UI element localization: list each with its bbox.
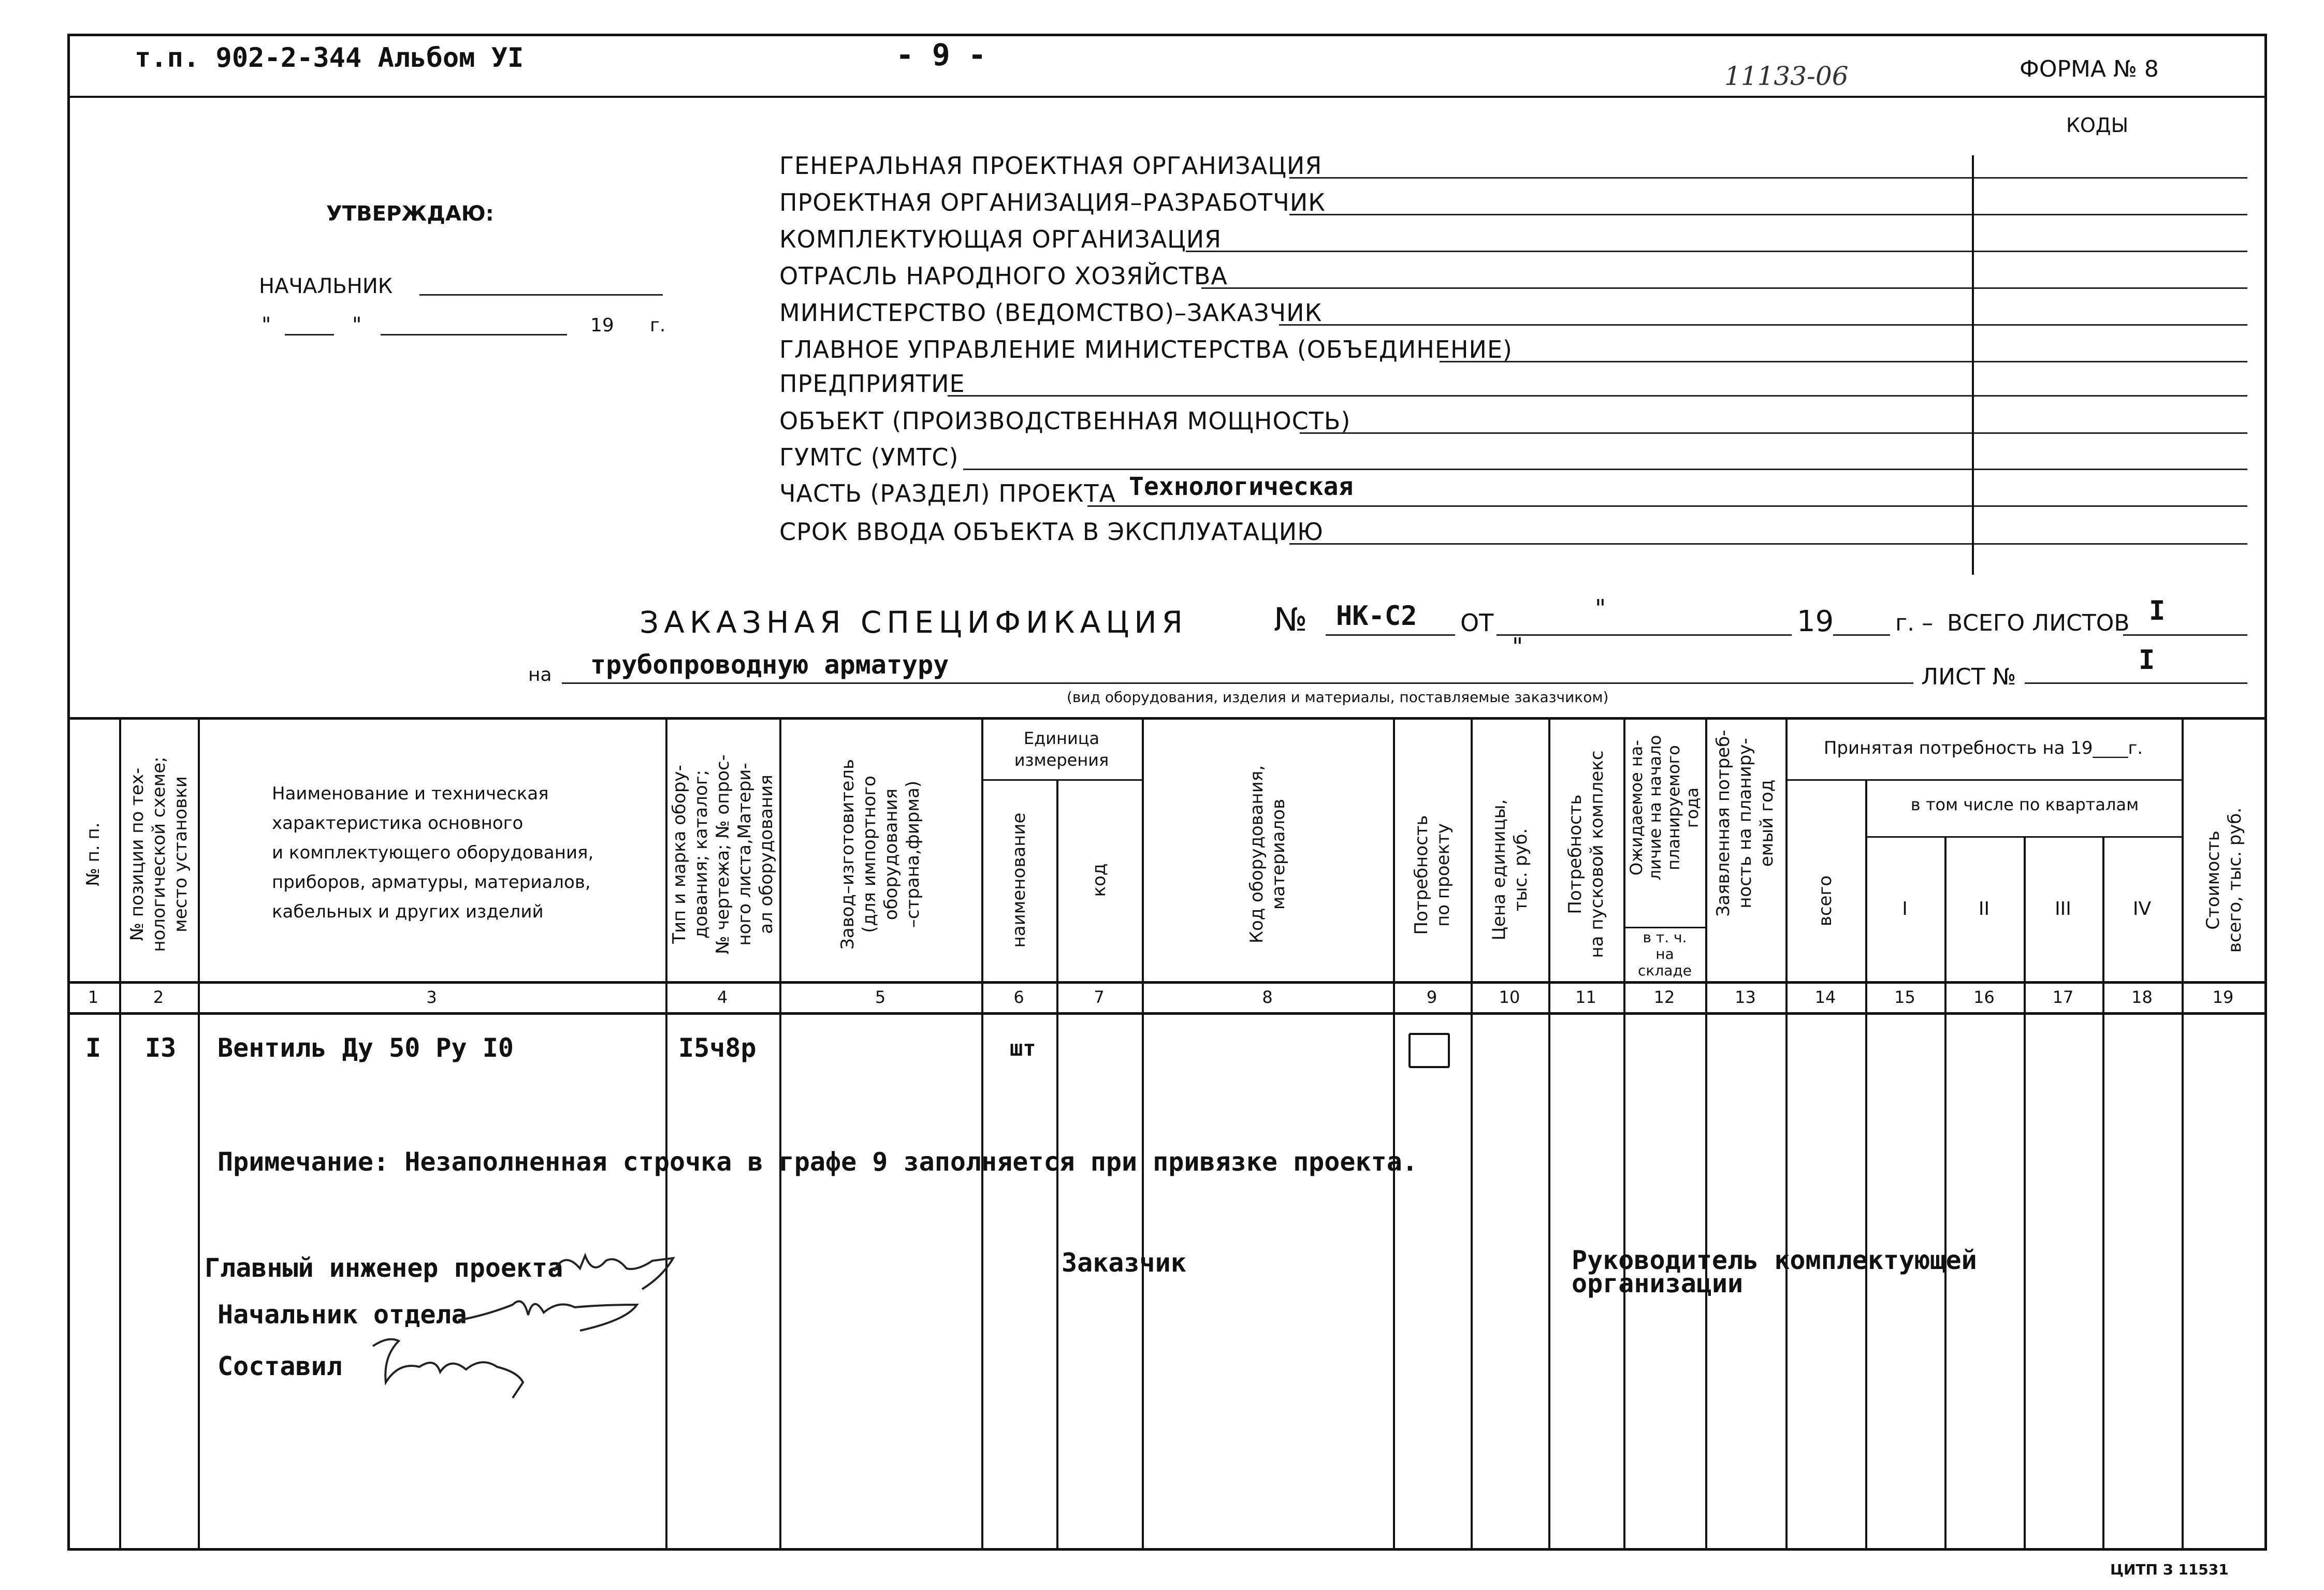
row-name: Вентиль Ду 50 Ру I0	[217, 1033, 514, 1063]
spec-for-hint: (вид оборудования, изделия и материалы, поставляемые заказчиком)	[1067, 689, 1609, 706]
album-ref: т.п. 902-2-344 Альбом УI	[135, 42, 524, 74]
col-header-5: Завод–изготовитель (для импортного оборудования –страна,фирма)	[837, 758, 923, 950]
col-number: 2	[153, 987, 164, 1007]
org-field-label: ГЕНЕРАЛЬНАЯ ПРОЕКТНАЯ ОРГАНИЗАЦИЯ	[779, 152, 1323, 180]
org-field-label: ОТРАСЛЬ НАРОДНОГО ХОЗЯЙСТВА	[779, 262, 1228, 290]
col-header-4: Тип и марка обору- дования; каталог; № чертежа; № опрос- ного листа,Матери- ал оборудования	[669, 754, 777, 954]
codes-divider	[1972, 155, 1974, 575]
col-number: 11	[1575, 987, 1596, 1007]
approval-title: УТВЕРЖДАЮ:	[326, 202, 494, 226]
spec-total-sheets-value: I	[2149, 595, 2166, 626]
col-number: 4	[717, 987, 728, 1007]
org-field-label: ГУМТС (УМТС)	[779, 443, 959, 471]
header-bottom-rule	[67, 981, 2267, 984]
col-number: 5	[875, 987, 886, 1007]
org-field-line[interactable]	[1300, 432, 2247, 434]
quarters-group-header: в том числе по кварталам	[1910, 795, 2139, 814]
sig-supplier-head-1: Руководитель комплектующей	[1572, 1245, 1977, 1275]
col-line	[1548, 717, 1550, 1551]
org-field-line[interactable]	[1289, 177, 2247, 179]
col-number: 19	[2212, 987, 2234, 1007]
colnum-bottom-rule	[67, 1012, 2267, 1015]
chief-signature-line[interactable]	[419, 294, 663, 296]
col-line	[1471, 717, 1473, 1551]
org-field-label: КОМПЛЕКТУЮЩАЯ ОРГАНИЗАЦИЯ	[779, 225, 1222, 253]
col-number: 1	[88, 987, 99, 1007]
unit-group-rule	[981, 779, 1142, 781]
org-field-line[interactable]	[1087, 505, 2247, 507]
col-number: 6	[1013, 987, 1024, 1007]
col-header-15: I	[1902, 898, 1908, 920]
row-type: I5ч8р	[678, 1033, 757, 1063]
col-line	[1623, 717, 1625, 1551]
col-header-16: II	[1978, 898, 1990, 920]
table-note: Примечание: Незаполненная строчка в графе 9 заполняется при привязке проекта.	[217, 1147, 1418, 1177]
col-line	[198, 717, 200, 1551]
stock-sub-rule	[1623, 927, 1705, 928]
col-number: 9	[1426, 987, 1437, 1007]
sig-supplier-head-2: организации	[1572, 1268, 1744, 1299]
org-field-line[interactable]	[948, 395, 2247, 397]
accepted-group-header: Принятая потребность на 19____г.	[1823, 738, 2143, 758]
table-top-rule	[67, 717, 2267, 720]
chief-label: НАЧАЛЬНИК	[259, 274, 393, 298]
codes-label: КОДЫ	[2066, 114, 2129, 137]
org-field-line[interactable]	[1186, 251, 2247, 252]
spec-sheet-line[interactable]	[2025, 682, 2247, 684]
spec-number-value: НК-С2	[1336, 601, 1417, 632]
col-line	[1944, 836, 1947, 1551]
sig-customer: Заказчик	[1062, 1248, 1186, 1278]
approval-year: 19	[590, 315, 614, 336]
spec-year-line[interactable]	[1833, 634, 1890, 636]
col-line	[2102, 836, 2104, 1551]
col-line	[119, 717, 121, 1551]
col-number: 7	[1094, 987, 1105, 1007]
sig-dept-head: Начальник отдела	[217, 1300, 467, 1330]
form-label: ФОРМА № 8	[2020, 56, 2159, 82]
spec-quote-bottom: "	[1512, 633, 1523, 661]
col-line	[2182, 717, 2184, 1551]
col-number: 12	[1653, 987, 1675, 1007]
spec-for-value: трубопроводную арматуру	[590, 650, 949, 680]
org-field-line[interactable]	[1289, 543, 2247, 545]
org-field-label: ОБЪЕКТ (ПРОИЗВОДСТВЕННАЯ МОЩНОСТЬ)	[779, 407, 1351, 435]
col-line	[1393, 717, 1395, 1551]
unit-group-header: Единица измерения	[1014, 728, 1109, 770]
approval-day-line[interactable]	[285, 334, 334, 335]
col-header-9: Потребность по проекту	[1411, 815, 1454, 935]
col-header-12-sub: в т. ч. на складе	[1638, 929, 1692, 979]
org-field-label: МИНИСТЕРСТВО (ВЕДОМСТВО)–ЗАКАЗЧИК	[779, 299, 1323, 327]
spec-number-label: №	[1274, 601, 1308, 638]
col-header-19: Стоимость всего, тыс. руб.	[2203, 807, 2245, 953]
approval-month-line[interactable]	[381, 334, 567, 335]
org-field-line[interactable]	[1440, 361, 2247, 362]
org-field-label: ГЛАВНОЕ УПРАВЛЕНИЕ МИНИСТЕРСТВА (ОБЪЕДИНЕНИЕ)	[779, 335, 1513, 363]
spec-number-line[interactable]	[1326, 634, 1455, 636]
spec-sheet-label: ЛИСТ №	[1921, 664, 2016, 690]
col-number: 15	[1894, 987, 1915, 1007]
col-header-7: код	[1089, 863, 1110, 897]
col-line	[1705, 717, 1707, 1551]
accepted-group-rule	[1785, 779, 2182, 781]
col-header-17: III	[2055, 898, 2071, 920]
sig-chief-engineer: Главный инженер проекта	[205, 1253, 563, 1283]
spec-quote-top: "	[1595, 594, 1606, 622]
col-number: 14	[1814, 987, 1836, 1007]
org-field-label: ЧАСТЬ (РАЗДЕЛ) ПРОЕКТА	[779, 479, 1116, 507]
col-header-18: IV	[2132, 898, 2152, 920]
col-line	[779, 717, 781, 1551]
project-part-value: Технологическая	[1129, 472, 1354, 501]
col-header-12: Ожидаемое на- личие на начало планируемого года	[1626, 735, 1702, 881]
header-rule	[67, 96, 2267, 98]
doc-number: 11133-06	[1724, 61, 1849, 91]
row-pp: I	[85, 1033, 101, 1063]
sig-compiled-by: Составил	[217, 1351, 342, 1381]
spec-total-sheets-label: ВСЕГО ЛИСТОВ	[1947, 610, 2130, 636]
col-header-13: Заявленная потреб- ность на планиру- емый год	[1713, 730, 1777, 917]
col-line	[1142, 717, 1144, 1551]
spec-year-suffix: г. –	[1895, 610, 1934, 636]
col-number: 17	[2052, 987, 2074, 1007]
approval-quote-close: "	[352, 313, 362, 337]
col-header-3: Наименование и техническая характеристика основного и комплектующего оборудования, приборов, арматуры, материалов, кабельных и других изделий	[272, 783, 594, 922]
col-header-6: наименование	[1009, 812, 1029, 948]
col-number: 8	[1262, 987, 1273, 1007]
approval-quote-open: "	[262, 313, 271, 337]
col-header-8: Код оборудования, материалов	[1246, 765, 1289, 944]
col-line	[981, 717, 983, 1551]
col-header-11: Потребность на пусковой комплекс	[1565, 750, 1607, 958]
col-header-1: № п. п.	[83, 822, 104, 886]
org-field-label: ПРЕДПРИЯТИЕ	[779, 370, 965, 398]
org-field-line[interactable]	[1201, 287, 2247, 289]
project-need-checkbox[interactable]	[1408, 1033, 1450, 1068]
row-unit: шт	[1010, 1035, 1036, 1061]
spec-sheet-value: I	[2139, 645, 2155, 676]
col-header-10: Цена единицы, тыс. руб.	[1489, 799, 1531, 941]
col-line	[1865, 779, 1867, 1551]
spec-title: ЗАКАЗНАЯ СПЕЦИФИКАЦИЯ	[640, 605, 1188, 640]
col-number: 18	[2131, 987, 2153, 1007]
col-number: 16	[1973, 987, 1995, 1007]
org-field-line[interactable]	[1289, 214, 2247, 215]
spec-year-label: 19	[1797, 605, 1834, 638]
org-field-line[interactable]	[1279, 324, 2247, 326]
spec-for-line[interactable]	[562, 682, 1913, 684]
col-number: 10	[1499, 987, 1520, 1007]
approval-year-suffix: г.	[650, 315, 666, 336]
org-field-label: ПРОЕКТНАЯ ОРГАНИЗАЦИЯ–РАЗРАБОТЧИК	[779, 188, 1326, 216]
spec-date-line[interactable]	[1497, 634, 1792, 636]
spec-from-label: ОТ	[1460, 609, 1494, 637]
col-line	[1785, 717, 1788, 1551]
col-number: 13	[1735, 987, 1756, 1007]
col-line	[665, 717, 667, 1551]
col-line	[2024, 836, 2026, 1551]
col-number: 3	[426, 987, 437, 1007]
org-field-line[interactable]	[963, 469, 2247, 470]
col-header-14: всего	[1815, 875, 1836, 927]
footer-stamp: ЦИТП З 11531	[2110, 1561, 2229, 1578]
spec-for-label: на	[528, 664, 552, 685]
page-number: - 9 -	[896, 37, 986, 72]
row-position: I3	[145, 1033, 177, 1063]
compiled-by-signature	[362, 1325, 539, 1403]
spec-total-sheets-line[interactable]	[2123, 634, 2247, 636]
org-field-label: СРОК ВВОДА ОБЪЕКТА В ЭКСПЛУАТАЦИЮ	[779, 518, 1324, 546]
col-header-2: № позиции по тех- нологической схеме; место установки	[127, 756, 191, 952]
